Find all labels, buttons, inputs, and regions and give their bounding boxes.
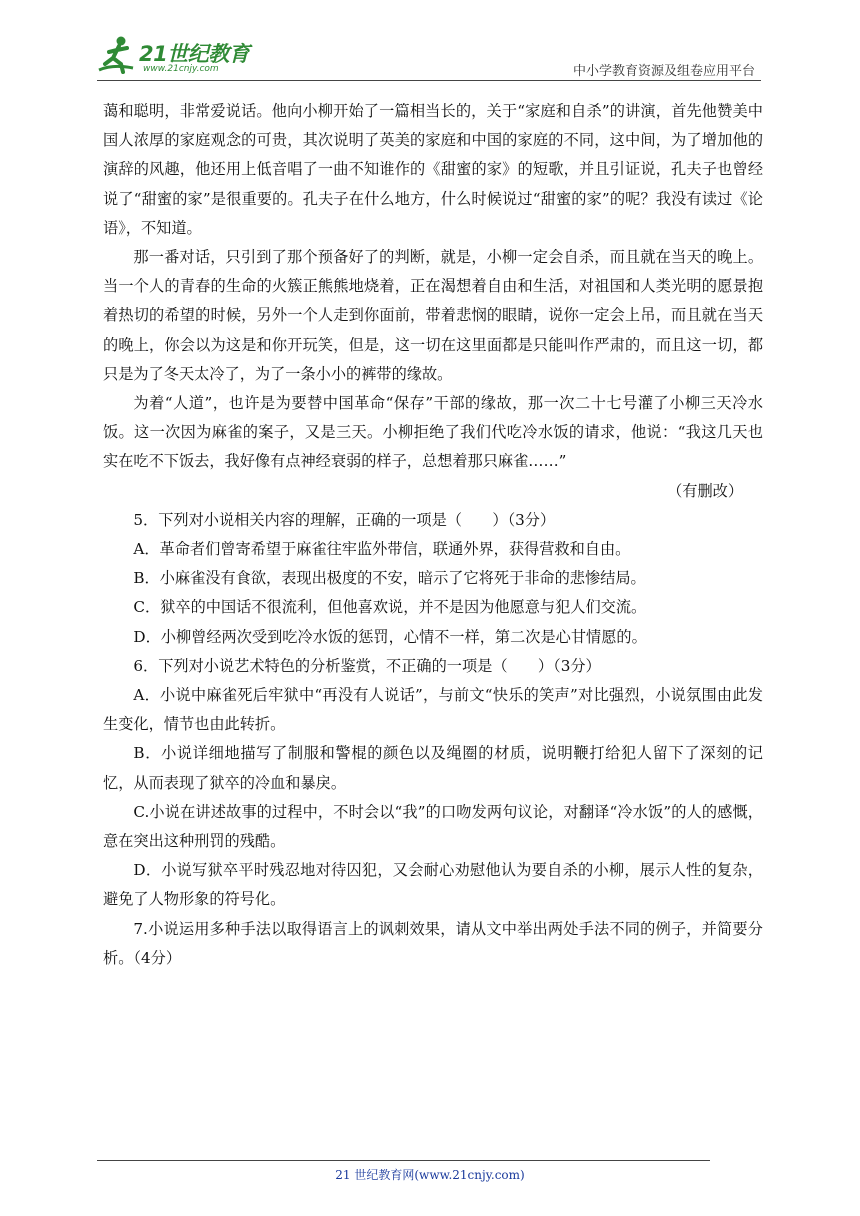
platform-name: 中小学教育资源及组卷应用平台 [572, 64, 755, 79]
page-footer: 21 世纪教育网(www.21cnjy.com) [335, 1168, 525, 1182]
passage-paragraph: 为着“人道”，也许是为要替中国革命“保存”干部的缘故，那一次二十七号灌了小柳三天冷水饭。这一次因为麻雀的案子，又是三天。小柳拒绝了我们代吃冷水饭的请求，他说：“我这几天也实在吃不下饭去，我好像有点神经衰弱的样子，总想着那只麻雀……” [103, 394, 763, 471]
question-5-option-d: D．小柳曾经两次受到吃冷水饭的惩罚，心情不一样，第二次是心甘情愿的。 [133, 627, 647, 646]
logo-url: www.21cnjy.com [143, 64, 219, 74]
question-6-option-d: D．小说写狱卒平时残忍地对待囚犯，又会耐心劝慰他认为要自杀的小柳，展示人性的复杂，避免了人物形象的符号化。 [103, 861, 763, 909]
footer-divider [97, 1160, 710, 1161]
question-6-stem: 6．下列对小说艺术特色的分析鉴赏，不正确的一项是（ ）（3分） [133, 656, 601, 675]
source-note: （有删改） [667, 481, 743, 500]
question-5-option-c: C．狱卒的中国话不很流利，但他喜欢说，并不是因为他愿意与犯人们交流。 [133, 598, 647, 617]
question-6-option-c: C.小说在讲述故事的过程中，不时会以“我”的口吻发两句议论，对翻译“冷水饭”的人的感慨，意在突出这种刑罚的残酷。 [103, 802, 763, 851]
passage-paragraph: 蔼和聪明，非常爱说话。他向小柳开始了一篇相当长的，关于“家庭和自杀”的讲演，首先他赞美中国人浓厚的家庭观念的可贵，其次说明了英美的家庭和中国的家庭的不同，这中间，为了增加他的演辞的风趣，他还用上低音唱了一曲不知谁作的《甜蜜的家》的短歌，并且引证说，孔夫子也曾经说了“甜蜜的家”是很重要的。孔夫子在什么地方，什么时候说过“甜蜜的家”的呢？我没有读过《论语》，不知道。 [103, 102, 763, 237]
question-6-option-b: B．小说详细地描写了制服和警棍的颜色以及绳圈的材质，说明鞭打给犯人留下了深刻的记忆，从而表现了狱卒的冷血和暴戾。 [103, 744, 763, 792]
runner-logo-icon [93, 34, 141, 78]
question-5-option-b: B．小麻雀没有食欲，表现出极度的不安，暗示了它将死于非命的悲惨结局。 [133, 569, 646, 588]
logo [93, 34, 263, 80]
question-6-option-a: A．小说中麻雀死后牢狱中“再没有人说话”，与前文“快乐的笑声”对比强烈，小说氛围由此发生变化，情节也由此转折。 [103, 686, 763, 734]
question-7-stem: 7.小说运用多种手法以取得语言上的讽刺效果，请从文中举出两处手法不同的例子，并简要分析。（4分） [103, 919, 763, 967]
passage-paragraph: 那一番对话，只引到了那个预备好了的判断，就是，小柳一定会自杀，而且就在当天的晚上。当一个人的青春的生命的火簇正熊熊地烧着，正在渴想着自由和生活，对祖国和人类光明的愿景抱着热切的希望的时候，另外一个人走到你面前，带着悲悯的眼睛，说你一定会上吊，而且就在当天的晚上，你会以为这是和你开玩笑，但是，这一切在这里面都是只能叫作严肃的，而且这一切，都只是为了冬天太冷了，为了一条小小的裤带的缘故。 [103, 248, 763, 383]
page-header [0, 0, 860, 90]
document-body [103, 97, 763, 973]
header-divider [97, 80, 761, 81]
question-5-option-a: A．革命者们曾寄希望于麻雀往牢监外带信，联通外界，获得营救和自由。 [133, 540, 631, 559]
logo-text: 21世纪教育 [139, 42, 250, 66]
question-5-stem: 5．下列对小说相关内容的理解，正确的一项是（ ）（3分） [133, 510, 556, 529]
